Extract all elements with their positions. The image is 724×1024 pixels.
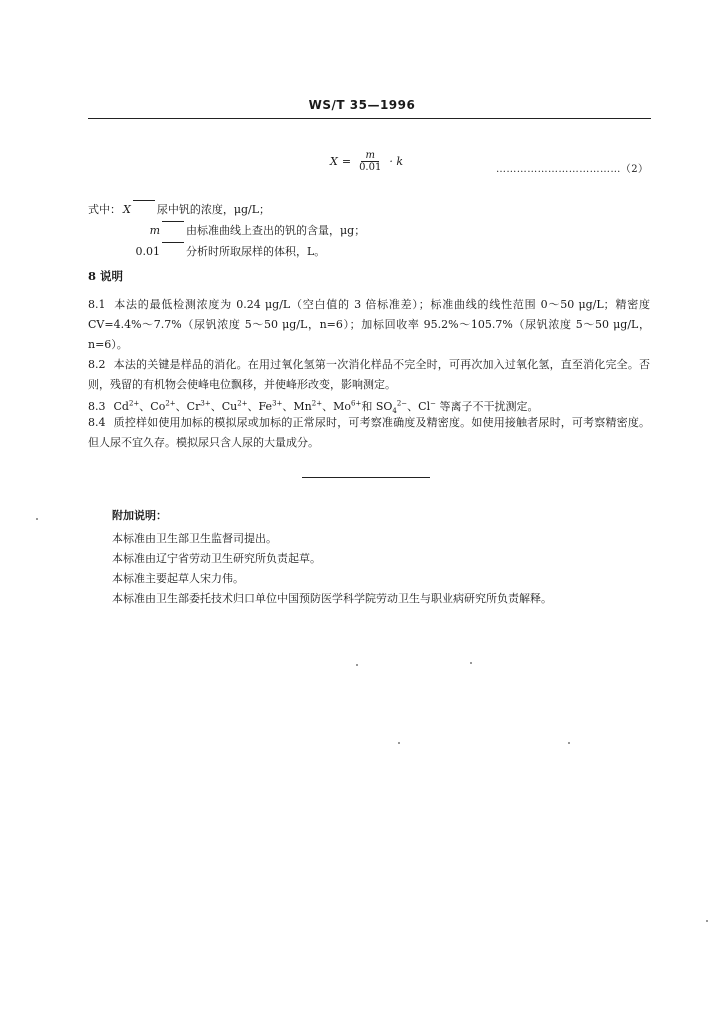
- scan-speck: [398, 742, 400, 744]
- formula-rhs: · k: [389, 155, 403, 168]
- scan-speck: [470, 662, 472, 664]
- ion-charge: 3+: [272, 399, 283, 407]
- ion-charge: 2+: [165, 399, 176, 407]
- definition-text: 尿中钒的浓度，μg/L；: [156, 203, 271, 216]
- chloride-charge: −: [430, 399, 436, 407]
- appendix-title: 附加说明：: [112, 509, 167, 522]
- ion-charge: 2+: [128, 399, 140, 407]
- header-rule: [88, 118, 651, 119]
- definition-row: [88, 242, 648, 263]
- paragraph-8-2: [88, 355, 650, 395]
- scan-speck: [36, 518, 38, 520]
- clause-number: 8.4: [88, 416, 106, 429]
- where-lead: 式中：: [88, 203, 121, 216]
- section-8-title: 8 说明: [88, 269, 124, 283]
- appendix-line: 本标准主要起草人宋力伟。: [112, 572, 244, 585]
- ion-charge: 2+: [311, 399, 323, 407]
- clause-number: 8.3: [88, 399, 106, 413]
- ion-symbol: Co: [150, 399, 166, 413]
- definition-text: 分析时所取尿样的体积，L。: [186, 245, 326, 258]
- definition-symbol: 0.01: [135, 245, 160, 258]
- ion-symbol: Fe: [258, 399, 273, 413]
- definition-row: [88, 221, 648, 242]
- paragraph-8-4: [88, 413, 650, 453]
- standard-code-header: WS/T 35—1996: [308, 98, 416, 112]
- ion-list: $Cd^{2+}$、$Co^{2+}$、$Cr^{3+}$、$Cu^{2+}$、$Fe^{3+}$、$Mn^{2+}$、$Mo^{6+}$和 $SO_4^{2-}$、Cl− 等离子不干扰测定。: [113, 399, 539, 415]
- formula-eq: =: [341, 155, 352, 168]
- appendix-line: 本标准由卫生部委托技术归口单位中国预防医学科学院劳动卫生与职业病研究所负责解释。: [112, 592, 552, 605]
- clause-text: 质控样如使用加标的模拟尿或加标的正常尿时，可考察准确度及精密度。如使用接触者尿时，可考察精密度。但人尿不宜久存。模拟尿只含人尿的大量成分。: [88, 416, 650, 449]
- clause-number: 8.2: [88, 358, 106, 371]
- chloride-symbol: Cl: [418, 399, 431, 413]
- definition-text: 由标准曲线上查出的钒的含量，μg；: [186, 224, 366, 237]
- clause-text: 等离子不干扰测定。: [439, 399, 539, 413]
- dash-rule: [133, 200, 155, 221]
- paragraph-8-1: [88, 295, 650, 355]
- sulfate-charge: 2−: [396, 399, 408, 407]
- appendix-notes: [112, 506, 652, 609]
- ion-charge: 2+: [237, 399, 248, 407]
- definition-symbol: m: [149, 224, 160, 237]
- formula-lhs: X: [330, 155, 338, 168]
- definition-row: [88, 200, 648, 221]
- formula-numerator: m: [361, 150, 378, 162]
- formula-x: [330, 150, 403, 173]
- end-rule: [302, 477, 430, 478]
- clause-number: 8.1: [88, 298, 106, 311]
- ion-symbol: Mn: [293, 399, 312, 413]
- ion-charge: 3+: [200, 399, 211, 407]
- scan-speck: [356, 664, 358, 666]
- clause-text: 本法的最低检测浓度为 0.24 μg/L（空白值的 3 倍标准差）；标准曲线的线性范围 0～50 μg/L；精密度 CV=4.4%～7.7%（尿钒浓度 5～50 μg/L，n=6）；加标回收率 95.2%～105.7%（尿钒浓度 5～50 μg/L，n=6）。: [88, 298, 650, 351]
- formula-fraction: [355, 150, 385, 173]
- ion-symbol: Cr: [186, 399, 201, 413]
- scan-speck: [706, 920, 708, 922]
- equation-number: ………………………………（2）: [496, 164, 649, 175]
- appendix-line: 本标准由卫生部卫生监督司提出。: [112, 532, 277, 545]
- definition-symbol: X: [123, 203, 131, 216]
- conjunction: 和: [361, 399, 373, 413]
- ion-symbol: Cu: [221, 399, 238, 413]
- ion-symbol: Mo: [333, 399, 351, 413]
- dash-rule: [162, 221, 184, 242]
- clause-text: 本法的关键是样品的消化。在用过氧化氢第一次消化样品不完全时，可再次加入过氧化氢，直至消化完全。否则，残留的有机物会使峰电位飘移，并使峰形改变，影响测定。: [88, 358, 650, 391]
- appendix-line: 本标准由辽宁省劳动卫生研究所负责起草。: [112, 552, 321, 565]
- variable-definitions: [88, 200, 648, 263]
- sulfate-subscript: 4: [392, 406, 397, 415]
- ion-symbol: Cd: [113, 399, 129, 413]
- sulfate-symbol: SO: [375, 399, 393, 413]
- ion-charge: 6+: [350, 399, 362, 407]
- scan-speck: [568, 742, 570, 744]
- dash-rule: [162, 242, 184, 263]
- formula-denominator: 0.01: [359, 162, 382, 173]
